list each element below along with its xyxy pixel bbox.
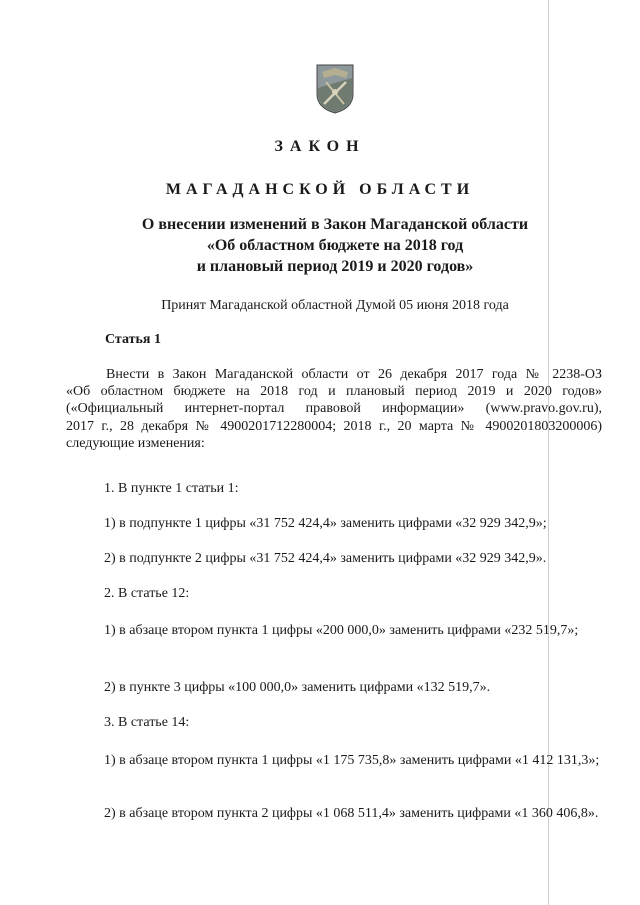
law-subject xyxy=(0,214,640,277)
list-item: 2) в абзаце втором пункта 2 цифры «1 068 511,4» заменить цифрами «1 360 406,8». xyxy=(104,806,599,821)
coat-of-arms-icon xyxy=(316,64,354,114)
list-item: 2) в пункте 3 цифры «100 000,0» заменить цифрами «132 519,7». xyxy=(104,680,491,695)
list-item: 2. В статье 12: xyxy=(104,586,190,601)
law-subject-line: и плановый период 2019 и 2020 годов» xyxy=(196,258,474,275)
intro-paragraph xyxy=(66,366,602,452)
list-item: 1) в абзаце втором пункта 1 цифры «200 000,0» заменить цифрами «232 519,7»; xyxy=(104,623,579,638)
adoption-note: Принят Магаданской областной Думой 05 июня 2018 года xyxy=(161,298,509,313)
list-item: 1. В пункте 1 статьи 1: xyxy=(104,481,239,496)
list-item: 3. В статье 14: xyxy=(104,715,190,730)
intro-line: «Об областном бюджете на 2018 год и плановый период 2019 и 2020 годов» xyxy=(66,384,602,400)
list-item: 1) в абзаце втором пункта 1 цифры «1 175 735,8» заменить цифрами «1 412 131,3»; xyxy=(104,753,600,768)
law-subject-line: «Об областном бюджете на 2018 год xyxy=(206,237,464,254)
intro-line: («Официальный интернет-портал правовой информации» (www.pravo.gov.ru), xyxy=(66,401,602,417)
intro-line: следующие изменения: xyxy=(66,435,205,451)
law-subject-line: О внесении изменений в Закон Магаданской области xyxy=(141,216,529,233)
list-item: 2) в подпункте 2 цифры «31 752 424,4» заменить цифрами «32 929 342,9». xyxy=(104,551,547,566)
article-title: Статья 1 xyxy=(105,332,161,347)
intro-line: Внести в Закон Магаданской области от 26 декабря 2017 года № 2238-ОЗ xyxy=(106,367,602,382)
region-title: МАГАДАНСКОЙ ОБЛАСТИ xyxy=(165,181,475,198)
document-type-title: ЗАКОН xyxy=(274,138,366,155)
intro-line: 2017 г., 28 декабря № 4900201712280004; 2018 г., 20 марта № 4900201803200006) xyxy=(66,418,602,434)
list-item: 1) в подпункте 1 цифры «31 752 424,4» заменить цифрами «32 929 342,9»; xyxy=(104,516,547,531)
